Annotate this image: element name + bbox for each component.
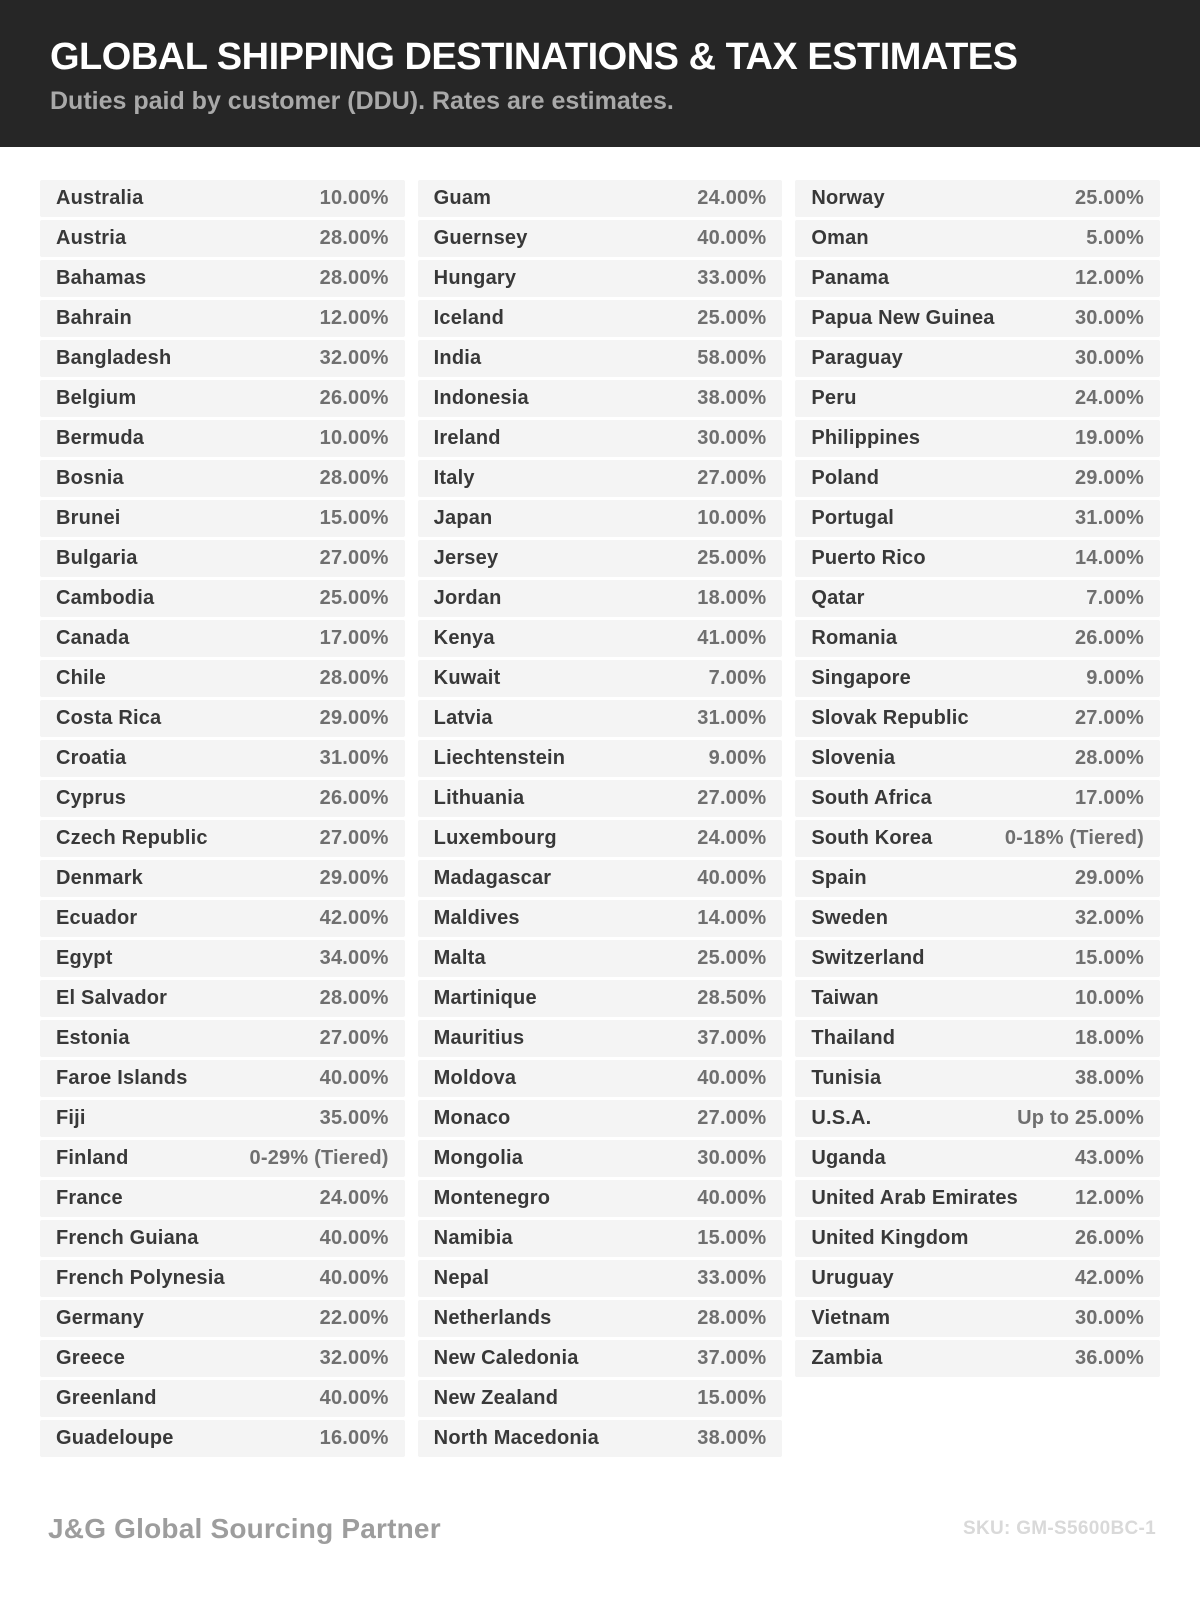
tax-rate: 27.00%: [697, 787, 767, 809]
tax-rate: 12.00%: [1074, 267, 1145, 289]
table-row: [418, 420, 783, 457]
table-row: [40, 260, 405, 297]
country-name: Madagascar: [433, 867, 552, 889]
country-name: Norway: [811, 187, 885, 209]
table-row: [795, 340, 1160, 377]
country-name: Slovenia: [811, 747, 896, 769]
tax-rate: 24.00%: [1074, 387, 1145, 409]
tax-rate: 34.00%: [319, 947, 389, 969]
table-row: [418, 1180, 783, 1217]
tax-rate: 14.00%: [1074, 547, 1145, 569]
table-row: [418, 180, 783, 217]
table-row: [40, 660, 405, 697]
tax-rate: 27.00%: [319, 1027, 389, 1049]
country-name: Chile: [56, 667, 106, 689]
table-row: [40, 620, 405, 657]
table-row: [40, 300, 405, 337]
tax-rate: 28.00%: [697, 1307, 767, 1329]
table-row: [40, 460, 405, 497]
tax-rate: 28.00%: [319, 987, 389, 1009]
country-name: Romania: [811, 627, 898, 649]
country-name: Singapore: [811, 667, 911, 689]
tax-rate: 30.00%: [1074, 307, 1145, 329]
tax-rate: 38.00%: [1074, 1067, 1145, 1089]
table-row: [418, 900, 783, 937]
tax-rate: 26.00%: [319, 787, 389, 809]
tax-rate: 25.00%: [697, 307, 767, 329]
table-row: [418, 1260, 783, 1297]
page-header: [0, 0, 1200, 147]
tax-rate: 17.00%: [319, 627, 389, 649]
tax-rate: 7.00%: [1086, 587, 1145, 609]
table-row: [40, 1020, 405, 1057]
country-name: Indonesia: [433, 387, 529, 409]
country-name: Lithuania: [433, 787, 525, 809]
tax-rate: 32.00%: [319, 1347, 389, 1369]
brand-name: J&G Global Sourcing Partner: [48, 1512, 441, 1544]
country-name: Montenegro: [433, 1187, 551, 1209]
table-row: [40, 940, 405, 977]
table-row: [418, 1220, 783, 1257]
country-name: Guam: [433, 187, 492, 209]
table-row: [795, 180, 1160, 217]
table-row: [795, 300, 1160, 337]
country-name: Peru: [811, 387, 857, 409]
country-name: Spain: [811, 867, 867, 889]
tax-rate: 26.00%: [319, 387, 389, 409]
country-name: Japan: [433, 507, 493, 529]
country-name: New Caledonia: [433, 1347, 579, 1369]
table-row: [795, 500, 1160, 537]
table-row: [418, 1020, 783, 1057]
country-name: Ireland: [433, 427, 501, 449]
country-name: Bulgaria: [56, 547, 138, 569]
table-row: [418, 660, 783, 697]
country-name: Taiwan: [811, 987, 879, 1009]
country-name: Italy: [433, 467, 475, 489]
tax-rate: 38.00%: [697, 387, 767, 409]
table-row: [795, 220, 1160, 257]
tax-rate: 16.00%: [319, 1427, 389, 1449]
tax-rate: 40.00%: [697, 1067, 767, 1089]
tax-rate: 28.00%: [319, 267, 389, 289]
table-row: [40, 860, 405, 897]
table-row: [418, 980, 783, 1017]
tax-rate: 18.00%: [1074, 1027, 1145, 1049]
tax-rate: 27.00%: [1074, 707, 1145, 729]
country-name: Guernsey: [433, 227, 528, 249]
country-name: Bangladesh: [56, 347, 172, 369]
table-row: [795, 620, 1160, 657]
table-row: [795, 1220, 1160, 1257]
country-name: Netherlands: [433, 1307, 552, 1329]
tax-rate: 29.00%: [319, 867, 389, 889]
tax-rate: 35.00%: [319, 1107, 389, 1129]
country-name: Moldova: [433, 1067, 517, 1089]
tax-rate: 0-29% (Tiered): [249, 1147, 389, 1169]
tax-rate: 40.00%: [697, 867, 767, 889]
table-row: [418, 1420, 783, 1457]
country-name: United Arab Emirates: [811, 1187, 1018, 1209]
country-name: Greenland: [56, 1387, 157, 1409]
tax-rate: 33.00%: [697, 1267, 767, 1289]
tax-rate: 40.00%: [319, 1387, 389, 1409]
country-name: Bahrain: [56, 307, 132, 329]
country-name: Kenya: [433, 627, 495, 649]
tax-rate: 25.00%: [319, 587, 389, 609]
sku-label: SKU: GM-S5600BC-1: [962, 1517, 1156, 1539]
tax-rate: 28.00%: [319, 467, 389, 489]
country-name: Canada: [56, 627, 130, 649]
table-row: [418, 620, 783, 657]
country-name: Thailand: [811, 1027, 896, 1049]
country-name: France: [56, 1187, 123, 1209]
tax-rate: 10.00%: [319, 187, 389, 209]
table-row: [40, 740, 405, 777]
country-name: Tunisia: [811, 1067, 882, 1089]
table-row: [418, 580, 783, 617]
tax-rate: 18.00%: [697, 587, 767, 609]
table-row: [418, 740, 783, 777]
country-name: French Polynesia: [56, 1267, 225, 1289]
table-row: [795, 1180, 1160, 1217]
tax-rate: 36.00%: [1074, 1347, 1145, 1369]
table-row: [418, 380, 783, 417]
table-row: [418, 860, 783, 897]
table-row: [40, 780, 405, 817]
country-name: Martinique: [433, 987, 537, 1009]
tax-rate: 15.00%: [319, 507, 389, 529]
country-name: El Salvador: [56, 987, 168, 1009]
table-row: [418, 1060, 783, 1097]
table-row: [795, 780, 1160, 817]
page-subtitle: Duties paid by customer (DDU). Rates are estimates.: [50, 87, 674, 116]
table-row: [418, 340, 783, 377]
table-row: [795, 460, 1160, 497]
table-row: [795, 380, 1160, 417]
tax-rate: 12.00%: [319, 307, 389, 329]
country-name: Poland: [811, 467, 880, 489]
tax-rate: 25.00%: [697, 947, 767, 969]
country-name: Belgium: [56, 387, 137, 409]
tax-rate: 38.00%: [697, 1427, 767, 1449]
country-name: Namibia: [433, 1227, 513, 1249]
country-name: Austria: [56, 227, 127, 249]
country-name: Brunei: [56, 507, 121, 529]
tax-rate: 24.00%: [319, 1187, 389, 1209]
country-name: Costa Rica: [56, 707, 162, 729]
table-row: [40, 1140, 405, 1177]
country-name: Vietnam: [811, 1307, 891, 1329]
table-row: [795, 820, 1160, 857]
tax-rate: 15.00%: [697, 1227, 767, 1249]
country-name: Denmark: [56, 867, 143, 889]
tax-rate: 42.00%: [1074, 1267, 1145, 1289]
country-name: Paraguay: [811, 347, 903, 369]
tax-rate: 19.00%: [1074, 427, 1145, 449]
tax-rate: 40.00%: [319, 1267, 389, 1289]
tax-rate: 31.00%: [319, 747, 389, 769]
tax-rate: 24.00%: [697, 827, 767, 849]
table-row: [795, 1020, 1160, 1057]
country-name: Nepal: [433, 1267, 490, 1289]
country-name: Greece: [56, 1347, 126, 1369]
table-row: [795, 660, 1160, 697]
country-name: Cyprus: [56, 787, 127, 809]
table-row: [418, 1300, 783, 1337]
country-name: Jordan: [433, 587, 502, 609]
tax-rate: 5.00%: [1086, 227, 1145, 249]
tax-rate: 40.00%: [697, 227, 767, 249]
country-name: Ecuador: [56, 907, 138, 929]
tax-rate: 27.00%: [697, 1107, 767, 1129]
country-name: Mongolia: [433, 1147, 524, 1169]
table-row: [40, 980, 405, 1017]
tax-rate: 27.00%: [697, 467, 767, 489]
tax-rate: 32.00%: [319, 347, 389, 369]
table-row: [418, 260, 783, 297]
tax-rate: 29.00%: [1074, 467, 1145, 489]
table-row: [795, 940, 1160, 977]
tax-rate: 9.00%: [708, 747, 767, 769]
table-row: [40, 180, 405, 217]
tax-rate: 37.00%: [697, 1347, 767, 1369]
table-row: [418, 300, 783, 337]
table-row: [40, 1060, 405, 1097]
table-row: [795, 1060, 1160, 1097]
tax-rate: 40.00%: [319, 1227, 389, 1249]
tax-rate: 26.00%: [1074, 1227, 1145, 1249]
country-name: Bosnia: [56, 467, 124, 489]
table-row: [795, 580, 1160, 617]
table-row: [40, 420, 405, 457]
table-row: [40, 1340, 405, 1377]
table-row: [40, 380, 405, 417]
country-name: Papua New Guinea: [811, 307, 995, 329]
tax-rate: 7.00%: [708, 667, 767, 689]
tax-rate: 43.00%: [1074, 1147, 1145, 1169]
tax-rate: 10.00%: [319, 427, 389, 449]
tax-rate: 27.00%: [319, 547, 389, 569]
country-name: Uruguay: [811, 1267, 894, 1289]
tax-rate: 10.00%: [697, 507, 767, 529]
country-name: New Zealand: [433, 1387, 559, 1409]
country-name: North Macedonia: [433, 1427, 599, 1449]
tax-rate: 29.00%: [319, 707, 389, 729]
tax-rate: 28.00%: [1074, 747, 1145, 769]
tax-rate: 30.00%: [697, 1147, 767, 1169]
table-row: [795, 540, 1160, 577]
country-name: Monaco: [433, 1107, 511, 1129]
tax-rate: 30.00%: [697, 427, 767, 449]
tax-rate: 22.00%: [319, 1307, 389, 1329]
page-title: GLOBAL SHIPPING DESTINATIONS & TAX ESTIMATES: [50, 35, 1018, 78]
tax-rate: 42.00%: [319, 907, 389, 929]
tax-rate: 31.00%: [697, 707, 767, 729]
table-row: [795, 1100, 1160, 1137]
table-row: [40, 1100, 405, 1137]
table-row: [418, 220, 783, 257]
country-name: Guadeloupe: [56, 1427, 174, 1449]
table-row: [418, 1100, 783, 1137]
tax-rate: 15.00%: [1074, 947, 1145, 969]
tax-rate: 27.00%: [319, 827, 389, 849]
country-name: Fiji: [56, 1107, 86, 1129]
table-row: [795, 1340, 1160, 1377]
country-name: United Kingdom: [811, 1227, 969, 1249]
table-row: [40, 820, 405, 857]
country-name: Croatia: [56, 747, 127, 769]
table-row: [40, 900, 405, 937]
table-row: [418, 460, 783, 497]
country-name: Czech Republic: [56, 827, 208, 849]
table-row: [40, 700, 405, 737]
country-name: French Guiana: [56, 1227, 199, 1249]
table-row: [795, 420, 1160, 457]
table-row: [40, 580, 405, 617]
table-row: [418, 1380, 783, 1417]
country-name: Hungary: [433, 267, 517, 289]
country-name: Faroe Islands: [56, 1067, 188, 1089]
table-row: [418, 500, 783, 537]
table-row: [40, 1380, 405, 1417]
tax-rate: 0-18% (Tiered): [1004, 827, 1145, 849]
tax-rate: 37.00%: [697, 1027, 767, 1049]
country-name: Qatar: [811, 587, 865, 609]
table-row: [795, 900, 1160, 937]
country-name: Puerto Rico: [811, 547, 926, 569]
tax-rate: 25.00%: [1074, 187, 1145, 209]
country-name: Bermuda: [56, 427, 145, 449]
tax-rate: 41.00%: [697, 627, 767, 649]
tax-rate: 10.00%: [1074, 987, 1145, 1009]
country-name: Philippines: [811, 427, 921, 449]
table-row: [40, 540, 405, 577]
country-name: Cambodia: [56, 587, 155, 609]
table-row: [795, 860, 1160, 897]
table-row: [40, 500, 405, 537]
tax-rate: 14.00%: [697, 907, 767, 929]
country-name: Estonia: [56, 1027, 130, 1049]
tax-rate: 26.00%: [1074, 627, 1145, 649]
table-row: [40, 1180, 405, 1217]
country-name: U.S.A.: [811, 1107, 872, 1129]
country-name: South Korea: [811, 827, 933, 849]
country-name: Portugal: [811, 507, 895, 529]
table-row: [418, 940, 783, 977]
table-row: [40, 1420, 405, 1457]
country-name: Panama: [811, 267, 890, 289]
tax-table-column-1: [40, 180, 405, 1457]
country-name: Maldives: [433, 907, 520, 929]
table-row: [418, 780, 783, 817]
tax-rate: 17.00%: [1074, 787, 1145, 809]
table-row: [418, 1140, 783, 1177]
table-row: [40, 1300, 405, 1337]
country-name: Sweden: [811, 907, 889, 929]
table-row: [40, 1220, 405, 1257]
table-row: [795, 980, 1160, 1017]
country-name: Germany: [56, 1307, 145, 1329]
table-row: [418, 820, 783, 857]
tax-rate: 28.00%: [319, 667, 389, 689]
country-name: Australia: [56, 187, 144, 209]
country-name: Jersey: [433, 547, 499, 569]
tax-rate: Up to 25.00%: [1017, 1107, 1145, 1129]
table-row: [795, 1260, 1160, 1297]
country-name: Latvia: [433, 707, 493, 729]
country-name: Oman: [811, 227, 869, 249]
country-name: Uganda: [811, 1147, 886, 1169]
table-row: [40, 220, 405, 257]
tax-rate: 40.00%: [319, 1067, 389, 1089]
tax-rate: 58.00%: [697, 347, 767, 369]
country-name: Kuwait: [433, 667, 501, 689]
tax-rate: 29.00%: [1074, 867, 1145, 889]
tax-rate: 30.00%: [1074, 1307, 1145, 1329]
page-footer: [0, 1457, 1200, 1600]
country-name: Finland: [56, 1147, 129, 1169]
country-name: Egypt: [56, 947, 113, 969]
country-name: Iceland: [433, 307, 504, 329]
tax-table-column-3: [795, 180, 1160, 1377]
tax-rate: 33.00%: [697, 267, 767, 289]
tax-table: [0, 147, 1200, 1457]
country-name: India: [433, 347, 482, 369]
country-name: Zambia: [811, 1347, 883, 1369]
table-row: [418, 540, 783, 577]
tax-rate: 32.00%: [1074, 907, 1145, 929]
table-row: [40, 1260, 405, 1297]
tax-rate: 12.00%: [1074, 1187, 1145, 1209]
tax-rate: 24.00%: [697, 187, 767, 209]
table-row: [795, 700, 1160, 737]
tax-rate: 28.00%: [319, 227, 389, 249]
tax-rate: 30.00%: [1074, 347, 1145, 369]
country-name: Luxembourg: [433, 827, 557, 849]
tax-rate: 31.00%: [1074, 507, 1145, 529]
country-name: Malta: [433, 947, 486, 969]
country-name: South Africa: [811, 787, 932, 809]
table-row: [40, 340, 405, 377]
table-row: [418, 1340, 783, 1377]
table-row: [795, 260, 1160, 297]
tax-rate: 25.00%: [697, 547, 767, 569]
tax-table-column-2: [418, 180, 783, 1457]
tax-rate: 28.50%: [697, 987, 767, 1009]
country-name: Liechtenstein: [433, 747, 566, 769]
tax-rate: 15.00%: [697, 1387, 767, 1409]
country-name: Slovak Republic: [811, 707, 969, 729]
country-name: Mauritius: [433, 1027, 525, 1049]
table-row: [418, 700, 783, 737]
country-name: Bahamas: [56, 267, 147, 289]
country-name: Switzerland: [811, 947, 925, 969]
table-row: [795, 740, 1160, 777]
tax-rate: 9.00%: [1086, 667, 1145, 689]
tax-rate: 40.00%: [697, 1187, 767, 1209]
table-row: [795, 1300, 1160, 1337]
table-row: [795, 1140, 1160, 1177]
